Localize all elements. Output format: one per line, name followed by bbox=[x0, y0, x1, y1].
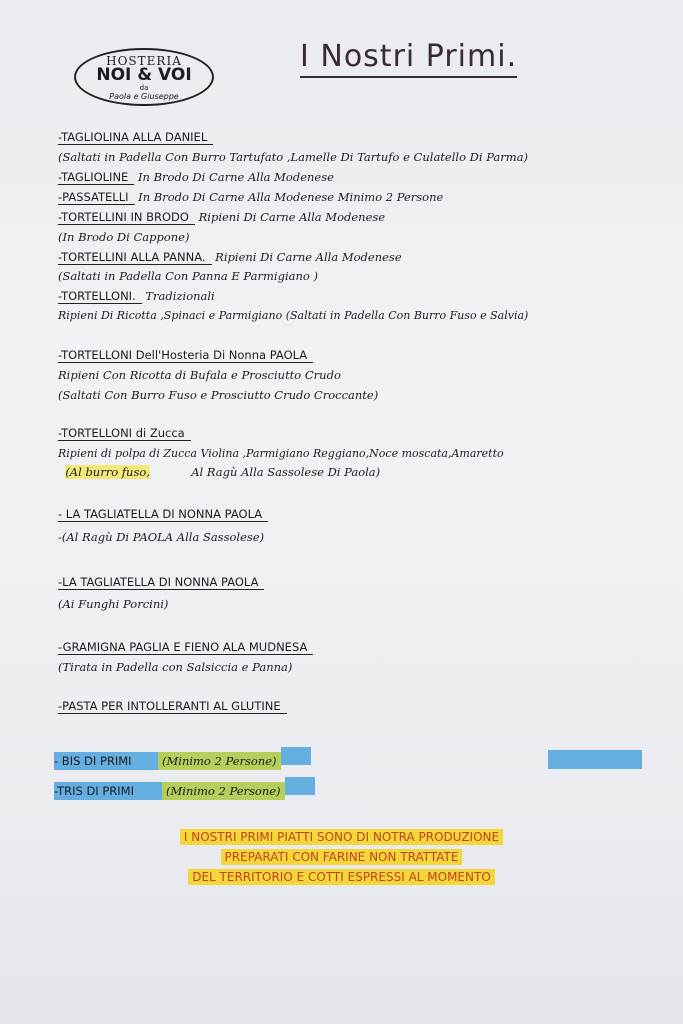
menu-item bbox=[58, 130, 213, 144]
item-name: -LA TAGLIATELLA DI NONNA PAOLA bbox=[58, 575, 264, 590]
menu-item bbox=[58, 289, 215, 303]
item-name: -TAGLIOLINE bbox=[58, 170, 134, 185]
menu-item bbox=[58, 170, 334, 184]
item-name: -TORTELLINI IN BRODO bbox=[58, 210, 195, 225]
menu-item-desc: Ripieni di polpa di Zucca Violina ,Parmigiano Reggiano,Noce moscata,Amaretto bbox=[58, 447, 504, 460]
bis-note: (Minimo 2 Persone) bbox=[158, 752, 281, 770]
logo-name: NOI & VOI bbox=[96, 65, 192, 85]
item-name: -TORTELLONI di Zucca bbox=[58, 426, 191, 441]
zucca-options bbox=[58, 465, 380, 479]
page-title: I Nostri Primi. bbox=[300, 38, 517, 78]
item-name: - LA TAGLIATELLA DI NONNA PAOLA bbox=[58, 507, 268, 522]
restaurant-logo bbox=[74, 48, 214, 106]
item-desc: In Brodo Di Carne Alla Modenese bbox=[134, 170, 334, 184]
menu-item bbox=[58, 190, 443, 204]
menu-item bbox=[58, 348, 313, 362]
bis-row bbox=[54, 747, 311, 768]
option-burro: (Al burro fuso, bbox=[65, 465, 150, 479]
item-desc: Ripieni Di Carne Alla Modenese bbox=[194, 210, 386, 224]
item-desc: Tradizionali bbox=[141, 289, 215, 303]
menu-item-desc: Ripieni Con Ricotta di Bufala e Prosciutto Crudo bbox=[58, 368, 341, 382]
item-name: -PASTA PER INTOLLERANTI AL GLUTINE bbox=[58, 699, 287, 714]
logo-hosteria: HOSTERIA bbox=[106, 54, 182, 68]
menu-item bbox=[58, 426, 191, 440]
option-ragu: Al Ragù Alla Sassolese Di Paola) bbox=[191, 465, 381, 479]
item-desc: In Brodo Di Carne Alla Modenese Minimo 2 Persone bbox=[134, 190, 444, 204]
menu-item-desc: (Tirata in Padella con Salsiccia e Panna) bbox=[58, 660, 293, 674]
item-name: -TORTELLINI ALLA PANNA. bbox=[58, 250, 212, 265]
item-name: -GRAMIGNA PAGLIA E FIENO ALA MUDNESA bbox=[58, 640, 313, 655]
menu-item-desc: (Saltati in Padella Con Panna E Parmigiano ) bbox=[58, 269, 318, 283]
menu-item bbox=[58, 507, 268, 521]
tris-note: (Minimo 2 Persone) bbox=[162, 782, 285, 800]
item-name: -PASSATELLI bbox=[58, 190, 135, 205]
menu-item bbox=[58, 575, 264, 589]
menu-item bbox=[58, 699, 287, 713]
tris-row bbox=[54, 777, 315, 798]
menu-item-desc: (Ai Funghi Porcini) bbox=[58, 597, 169, 611]
item-name: -TORTELLONI Dell'Hosteria Di Nonna PAOLA bbox=[58, 348, 313, 363]
menu-item-desc: -(Al Ragù Di PAOLA Alla Sassolese) bbox=[58, 530, 265, 544]
tris-label: -TRIS DI PRIMI bbox=[54, 782, 162, 800]
footer-note-line: DEL TERRITORIO E COTTI ESPRESSI AL MOMENTO bbox=[0, 870, 683, 884]
menu-item-desc: (Saltati Con Burro Fuso e Prosciutto Crudo Croccante) bbox=[58, 388, 379, 402]
tris-bar-end bbox=[285, 777, 315, 795]
footer-note-line: I NOSTRI PRIMI PIATTI SONO DI NOTRA PRODUZIONE bbox=[0, 830, 683, 844]
logo-owners: Paola e Giuseppe bbox=[109, 92, 179, 101]
item-name: -TORTELLONI. bbox=[58, 289, 142, 304]
menu-item-desc: (Saltati in Padella Con Burro Tartufato ,Lamelle Di Tartufo e Culatello Di Parma) bbox=[58, 150, 529, 164]
logo-da: da bbox=[139, 84, 149, 92]
menu-item-desc: Ripieni Di Ricotta ,Spinaci e Parmigiano (Saltati in Padella Con Burro Fuso e Salvia) bbox=[58, 309, 529, 322]
item-desc: Ripieni Di Carne Alla Modenese bbox=[211, 250, 402, 264]
menu-item bbox=[58, 250, 402, 264]
item-name: -TAGLIOLINA ALLA DANIEL bbox=[58, 130, 213, 145]
bis-label: - BIS DI PRIMI bbox=[54, 752, 158, 770]
footer-note-line: PREPARATI CON FARINE NON TRATTATE bbox=[0, 850, 683, 864]
blue-highlight-box bbox=[548, 750, 642, 769]
bis-bar-end bbox=[281, 747, 311, 765]
menu-item bbox=[58, 210, 385, 224]
menu-item-desc: (In Brodo Di Cappone) bbox=[58, 230, 190, 244]
menu-item bbox=[58, 640, 313, 654]
